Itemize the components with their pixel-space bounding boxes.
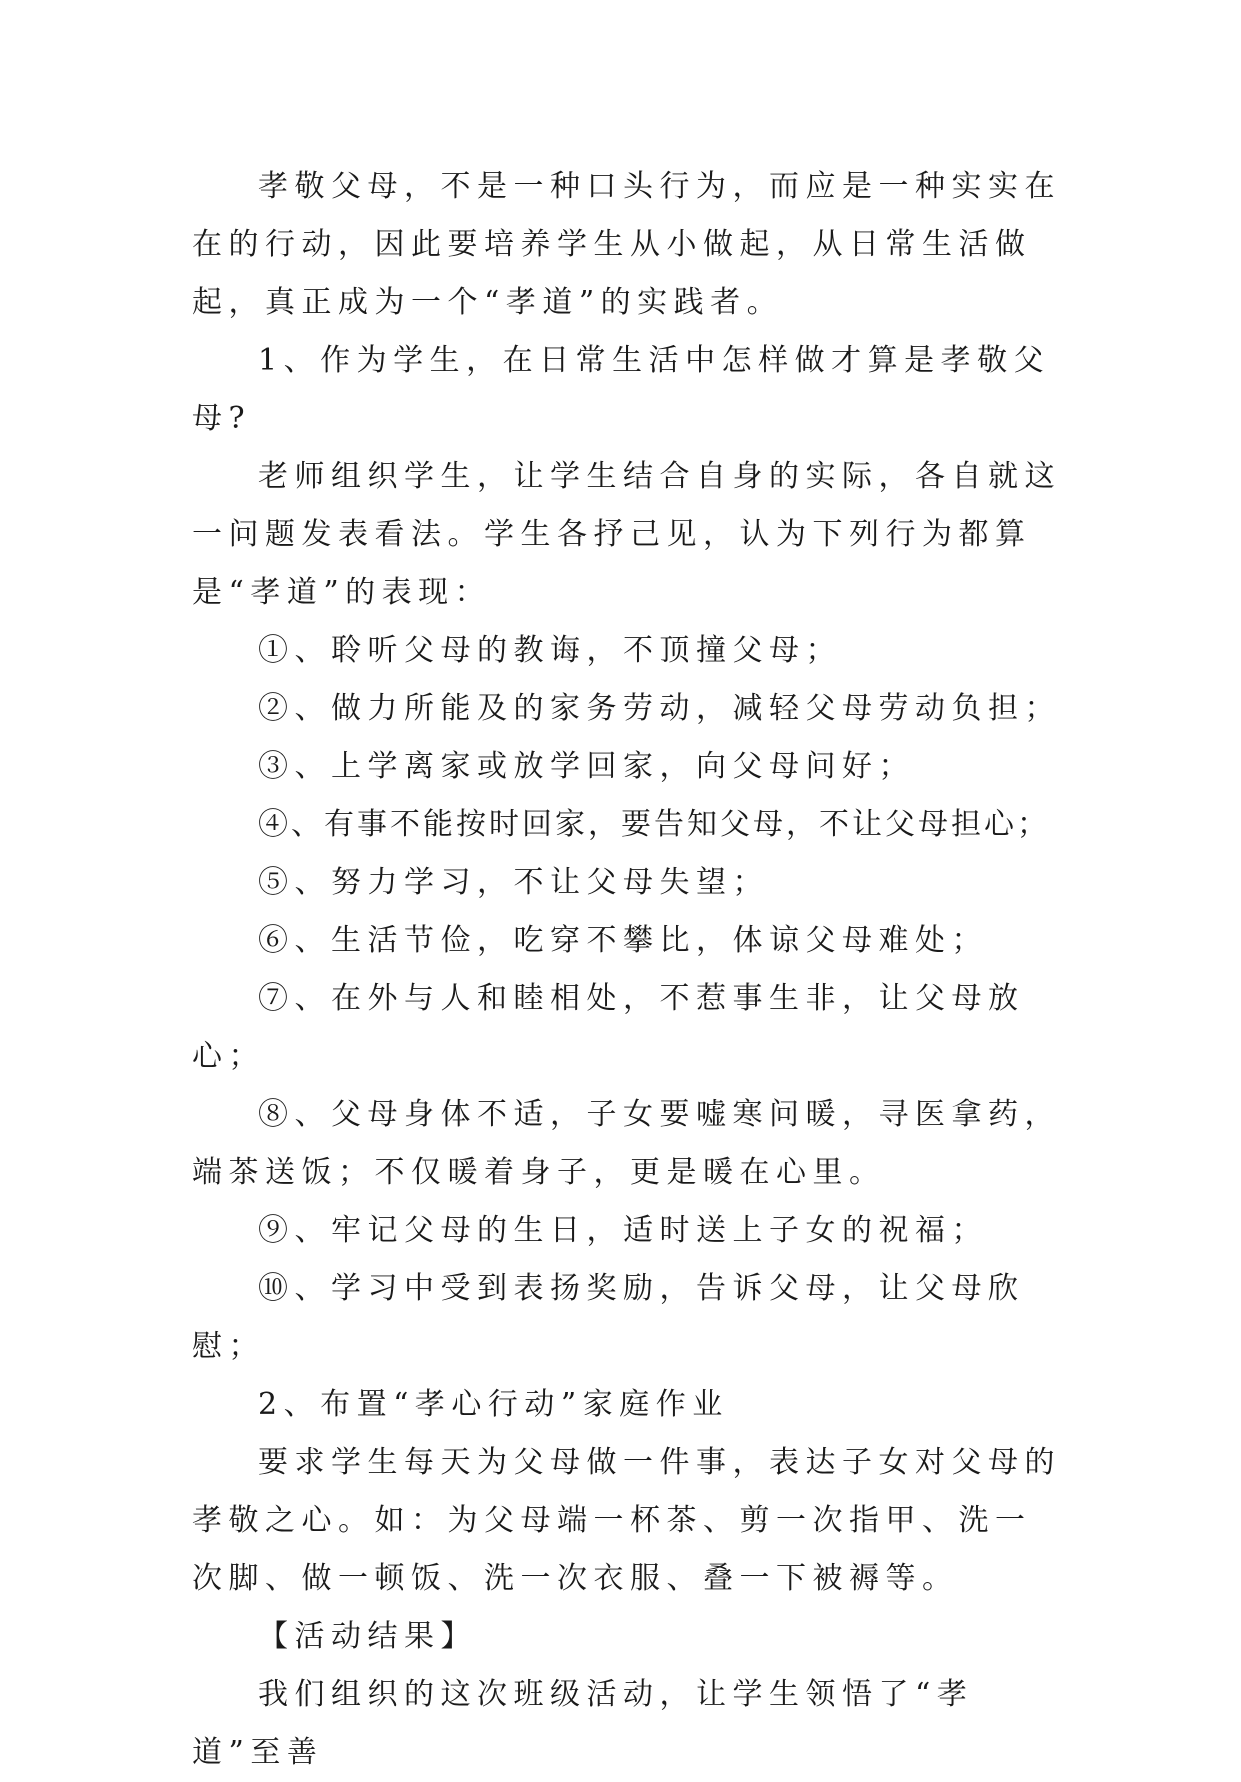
paragraph-result: 我们组织的这次班级活动，让学生领悟了“孝道”至善 [192, 1677, 974, 1770]
list-item-3: ③、上学离家或放学回家，向父母问好； [258, 749, 915, 784]
paragraph-homework-detail: 要求学生每天为父母做一件事，表达子女对父母的孝敬之心。如：为父母端一杯茶、剪一次指甲、洗一次脚、做一顿饭、洗一次衣服、叠一下被褥等。 [192, 1445, 1061, 1596]
list-item-6: ⑥、生活节俭，吃穿不攀比，体谅父母难处； [258, 923, 988, 958]
list-item-5: ⑤、努力学习，不让父母失望； [258, 865, 769, 900]
list-item-7: ⑦、在外与人和睦相处，不惹事生非，让父母放心； [192, 981, 1025, 1074]
paragraph-teacher-organize: 老师组织学生，让学生结合自身的实际，各自就这一问题发表看法。学生各抒己见，认为下列行为都算是“孝道”的表现： [192, 459, 1061, 610]
list-item-9: ⑨、牢记父母的生日，适时送上子女的祝福； [258, 1213, 988, 1248]
paragraph-homework-heading: 2、布置“孝心行动”家庭作业 [258, 1387, 729, 1422]
paragraph-intro: 孝敬父母，不是一种口头行为，而应是一种实实在在的行动，因此要培养学生从小做起，从日常生活做起，真正成为一个“孝道”的实践者。 [192, 169, 1061, 320]
list-item-2: ②、做力所能及的家务劳动，减轻父母劳动负担； [258, 691, 1061, 726]
section-heading-result: 【活动结果】 [258, 1619, 477, 1654]
list-item-4: ④、有事不能按时回家，要告知父母，不让父母担心； [258, 807, 1050, 842]
list-item-1: ①、聆听父母的教诲，不顶撞父母； [258, 633, 842, 668]
list-item-8: ⑧、父母身体不适，子女要嘘寒问暖，寻医拿药，端茶送饭；不仅暖着身子，更是暖在心里。 [192, 1097, 1061, 1190]
document-body [192, 158, 1062, 1782]
list-item-10: ⑩、学习中受到表扬奖励，告诉父母，让父母欣慰； [192, 1271, 1025, 1364]
paragraph-question-1: 1、作为学生，在日常生活中怎样做才算是孝敬父母? [192, 343, 1051, 436]
